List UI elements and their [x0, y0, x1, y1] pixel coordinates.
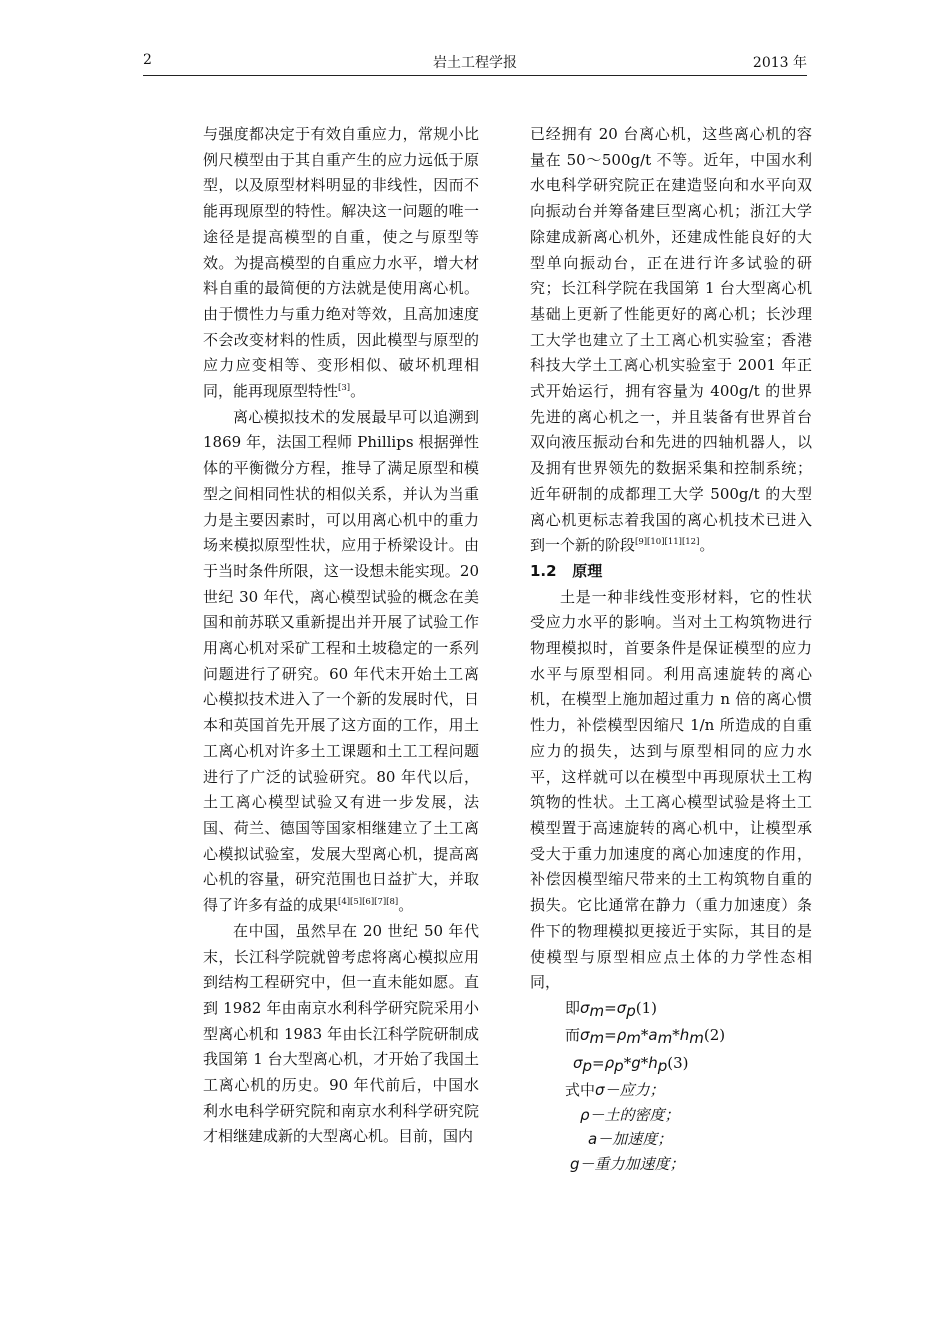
journal-title: 岩土工程学报 — [433, 55, 517, 71]
header-rule — [143, 75, 807, 76]
running-header — [143, 48, 807, 72]
equation-3: σp=ρp*g*hp(3) — [573, 1053, 689, 1075]
left-column — [203, 122, 479, 1150]
citation[interactable]: [3] — [338, 383, 351, 394]
page-number: 2 — [143, 52, 152, 68]
right-column — [530, 122, 812, 1176]
paragraph: 土是一种非线性变形材料，它的性状受应力水平的影响。当对土工构筑物进行物理模拟时，首要条件是保证模型的应力水平与原型相同。利用高速旋转的离心机，在模型上施加超过重力 n 倍的离心惯性力，补偿模型因缩尺 1/n 所造成的自重应力的损失，达到与原型相同的应力水平，这样就可以在模型中再现原状土工构筑物的性状。土工离心模型试验是将土工模型置于高速旋转的离心机中，让模型承受大于重力加速度的离心加速度的作用，补偿因模型缩尺带来的土工构筑物自重的损失。它比通常在静力（重力加速度）条件下的物理模拟更接近于实际，其目的是使模型与原型相应点土体的力学性态相同， — [530, 587, 812, 992]
paragraph: 离心模拟技术的发展最早可以追溯到 1869 年，法国工程师 Phillips 根据弹性体的平衡微分方程，推导了满足原型和模型之间相同性状的相似关系，并认为当重力是主要因素时，可以用离心机中的重力场来模拟原型性状，应用于桥梁设计。由于当时条件所限，这一设想未能实现。20 世纪 30 年代，离心模型试验的概念在美国和前苏联又重新提出并开展了试验工作用离心机对采矿工程和土坡稳定的一系列问题进行了研究。60 年代末开始土工离心模拟技术进入了一个新的发展时代，日本和英国首先开展了这方面的工作，用土工离心机对许多土工课题和土工工程问题进行了广泛的试验研究。80 年代以后，土工离心模型试验又有进一步发展，法国、荷兰、德国等国家相继建立了土工离心模拟试验室，发展大型离心机，提高离心机的容量，研究范围也日益扩大，并取得了许多有益的成果[4][5][6][7][8]。 — [203, 407, 479, 915]
paragraph: 已经拥有 20 台离心机，这些离心机的容量在 50～500g/t 不等。近年，中国水利水电科学研究院正在建造竖向和水平向双向振动台并筹备建巨型离心机；浙江大学除建成新离心机外，还建成性能良好的大型单向振动台，正在进行许多试验的研究；长江科学院在我国第 1 台大型离心机基础上更新了性能更好的离心机；长沙理工大学也建立了土工离心机实验室；香港科技大学土工离心机实验室于 2001 年正式开始运行，拥有容量为 400g/t 的世界先进的离心机之一，并且装备有世界首台双向液压振动台和先进的四轴机器人，以及拥有世界领先的数据采集和控制系统；近年研制的成都理工大学 500g/t 的大型离心机更标志着我国的离心机技术已进入到一个新的阶段[9][10][11][12]。 — [530, 125, 812, 555]
citation[interactable]: [4][5][6][7][8] — [338, 897, 399, 908]
symbol-definition: ρ－土的密度； — [580, 1105, 680, 1124]
equation-1: 即σm=σp(1) — [565, 998, 658, 1020]
symbol-definition: 式中σ－应力； — [565, 1081, 665, 1100]
symbol-definition: g－重力加速度； — [570, 1154, 685, 1173]
symbol-definition: a－加速度； — [588, 1130, 673, 1149]
publication-year: 2013 年 — [752, 55, 807, 71]
equation-2: 而σm=ρm*am*hm(2) — [565, 1026, 726, 1048]
paragraph: 在中国，虽然早在 20 世纪 50 年代末，长江科学院就曾考虑将离心模拟应用到结构工程研究中，但一直未能如愿。直到 1982 年由南京水利科学研究院采用小型离心机和 1983 年由长江科学院研制成我国第 1 台大型离心机，才开始了我国土工离心机的历史。90 年代前后，中国水利水电科学研究院和南京水利科学研究院才相继建成新的大型离心机。目前，国内 — [203, 921, 479, 1146]
paragraph: 与强度都决定于有效自重应力，常规小比例尺模型由于其自重产生的应力远低于原型，以及原型材料明显的非线性，因而不能再现原型的特性。解决这一问题的唯一途径是提高模型的自重，使之与原型等效。为提高模型的自重应力水平，增大材料自重的最简便的方法就是使用离心机。由于惯性力与重力绝对等效，且高加速度不会改变材料的性质，因此模型与原型的应力应变相等、变形相似、破坏机理相同，能再现原型特性[3]。 — [203, 125, 479, 401]
citation[interactable]: [9][10][11][12] — [635, 537, 700, 548]
section-heading: 1.2 原理 — [530, 561, 603, 580]
